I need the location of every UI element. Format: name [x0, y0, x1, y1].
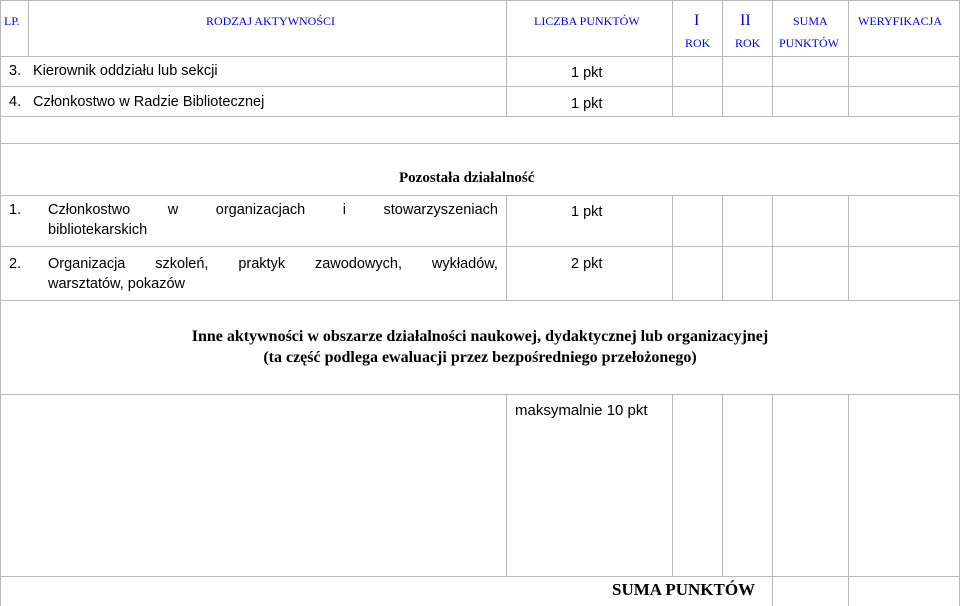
other-row2-points: 2 pkt	[571, 256, 603, 272]
header-activity-type: RODZAJ AKTYWNOŚCI	[206, 14, 335, 28]
other-row1-points: 1 pkt	[571, 204, 603, 220]
header-verification: WERYFIKACJA	[858, 14, 943, 28]
border-top	[0, 0, 960, 1]
header-sum-line1: SUMA	[793, 14, 828, 28]
col-sum-line-low	[772, 394, 773, 606]
header-year2-number: II	[740, 12, 751, 29]
col-sum-line-mid	[772, 195, 773, 300]
other-row1-bottom-line	[0, 246, 960, 247]
row4-bottom-line	[0, 116, 960, 117]
header-lp: LP.	[4, 14, 20, 28]
header-year1-label: ROK	[685, 36, 711, 50]
section-misc-title-line1: Inne aktywności w obszarze działalności naukowej, dydaktycznej lub organizacyjnej	[191, 328, 769, 345]
other-section-top-line	[0, 143, 960, 144]
row3-bottom-line	[0, 86, 960, 87]
other-title-bottom-line	[0, 195, 960, 196]
header-year2-label: ROK	[735, 36, 761, 50]
col-year2-line	[722, 0, 723, 116]
other-row2-bottom-line	[0, 300, 960, 301]
other-row2-number: 2.	[9, 256, 22, 272]
row3-number: 3.	[9, 63, 22, 79]
border-left	[0, 0, 1, 606]
col-activity-line-top	[28, 0, 29, 56]
header-year1-number: I	[694, 12, 700, 29]
max-row-bottom-line	[0, 576, 960, 577]
other-row2-activity-line2: warsztatów, pokazów	[48, 276, 186, 292]
header-points-count: LICZBA PUNKTÓW	[534, 14, 640, 28]
row3-activity: Kierownik oddziału lub sekcji	[33, 63, 218, 79]
col-points-line-low	[506, 394, 507, 576]
col-verify-line-low	[848, 394, 849, 606]
col-sum-line	[772, 0, 773, 116]
row4-number: 4.	[9, 94, 22, 110]
col-year2-line-low	[722, 394, 723, 576]
misc-title-bottom-line	[0, 394, 960, 395]
section-misc-title-line2: (ta część podlega ewaluacji przez bezpośredniego przełożonego)	[263, 349, 697, 366]
section-misc-title	[0, 326, 960, 368]
other-row2-activity-line1: Organizacja szkoleń, praktyk zawodowych, wykładów,	[48, 256, 498, 272]
max-points-label: maksymalnie 10 pkt	[515, 402, 648, 419]
other-row1-activity-line1: Członkostwo w organizacjach i stowarzyszeniach	[48, 202, 498, 218]
col-year2-line-mid	[722, 195, 723, 300]
col-points-line-mid	[506, 195, 507, 300]
col-verify-line	[848, 0, 849, 116]
col-year1-line	[672, 0, 673, 116]
other-row1-number: 1.	[9, 202, 22, 218]
other-row1-activity-line2: bibliotekarskich	[48, 222, 148, 238]
col-points-line	[506, 0, 507, 116]
row3-points: 1 pkt	[571, 65, 603, 81]
col-verify-line-mid	[848, 195, 849, 300]
header-sum-line2: PUNKTÓW	[779, 36, 839, 50]
section-other-title: Pozostała działalność	[399, 170, 535, 186]
row4-points: 1 pkt	[571, 96, 603, 112]
col-year1-line-low	[672, 394, 673, 576]
footer-sum-label: SUMA PUNKTÓW	[612, 580, 756, 599]
row4-activity: Członkostwo w Radzie Bibliotecznej	[33, 94, 265, 110]
col-year1-line-mid	[672, 195, 673, 300]
header-bottom-line	[0, 56, 960, 57]
